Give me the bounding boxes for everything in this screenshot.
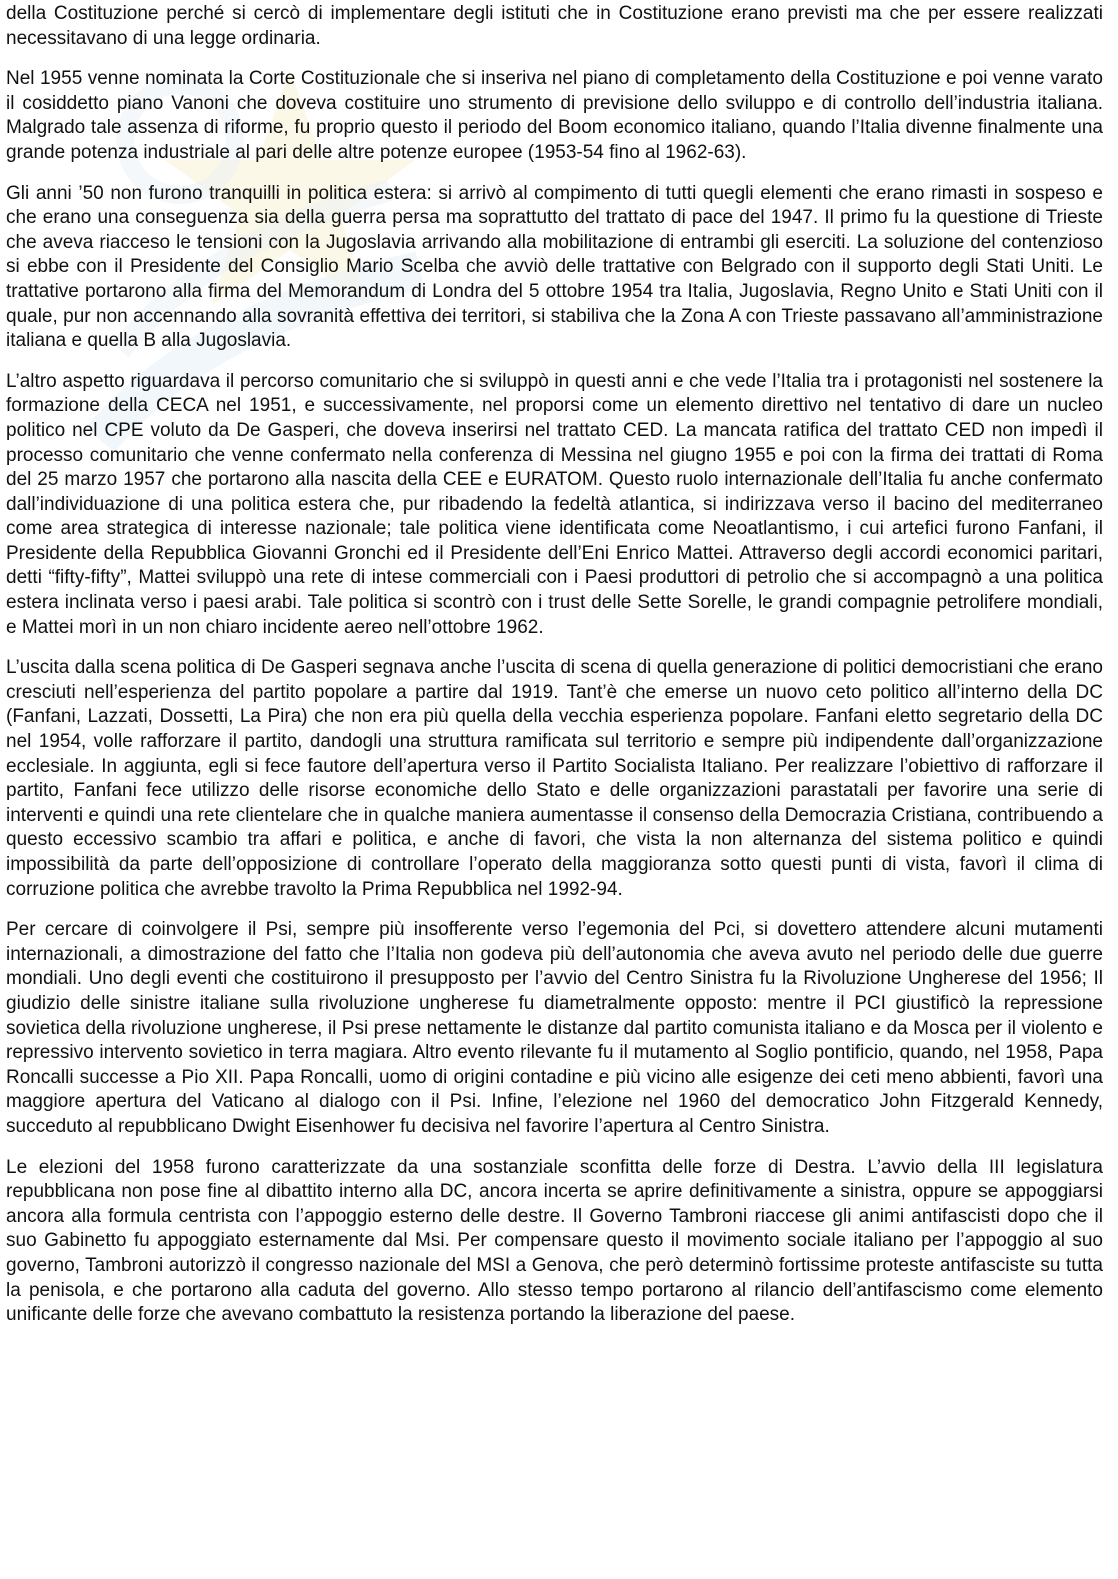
paragraph: Nel 1955 venne nominata la Corte Costituzionale che si inseriva nel piano di completamento della Costituzione e poi venne varato il cosiddetto piano Vanoni che doveva costituire uno strumento di previsione dello sviluppo e di controllo dell’industria italiana. Malgrado tale assenza di riforme, fu proprio questo il periodo del Boom economico italiano, quando l’Italia divenne finalmente una grande potenza industriale al pari delle altre potenze europee (1953-54 fino al 1962-63). [6, 68, 1103, 163]
paragraph: della Costituzione perché si cercò di implementare degli istituti che in Costituzione erano previsti ma che per essere realizzati necessitavano di una legge ordinaria. [6, 3, 1103, 49]
paragraph: Per cercare di coinvolgere il Psi, sempre più insofferente verso l’egemonia del Pci, si dovettero attendere alcuni mutamenti internazionali, a dimostrazione del fatto che l’Italia non godeva più dell’autonomia che aveva avuto nel periodo delle due guerre mondiali. Uno degli eventi che costituirono il presupposto per l’avvio del Centro Sinistra fu la Rivoluzione Ungherese del 1956; Il giudizio delle sinistre italiane sulla rivoluzione ungherese fu diametralmente opposto: mentre il PCI giustificò la repressione sovietica della rivoluzione ungherese, il Psi prese nettamente le distanze dal partito comunista italiano e da Mosca per il violento e repressivo intervento sovietico in terra magiara. Altro evento rilevante fu il mutamento al Soglio pontificio, quando, nel 1958, Papa Roncalli successe a Pio XII. Papa Roncalli, uomo di origini contadine e più vicino alle esigenze dei ceti meno abbienti, favorì una maggiore apertura del Vaticano al dialogo con il Psi. Infine, l’elezione nel 1960 del democratico John Fitzgerald Kennedy, succeduto al repubblicano Dwight Eisenhower fu decisiva nel favorire l’apertura al Centro Sinistra. [6, 919, 1103, 1137]
paragraph: L’uscita dalla scena politica di De Gasperi segnava anche l’uscita di scena di quella generazione di politici democristiani che erano cresciuti nell’esperienza del partito popolare a partire dal 1919. Tant’è che emerse un nuovo ceto politico all’interno della DC (Fanfani, Lazzati, Dossetti, La Pira) che non era più quella della vecchia esperienza popolare. Fanfani eletto segretario della DC nel 1954, volle rafforzare il partito, dandogli una struttura ramificata sul territorio e sempre più indipendente dall’organizzazione ecclesiale. In aggiunta, egli si fece fautore dell’apertura verso il Partito Socialista Italiano. Per realizzare l’obiettivo di rafforzare il partito, Fanfani fece utilizzo delle risorse economiche dello Stato e delle organizzazioni parastatali per favorire una serie di interventi e quindi una rete clientelare che in qualche maniera aumentasse il consenso della Democrazia Cristiana, contribuendo a questo eccessivo scambio tra affari e politica, e anche di favori, che vista la non alternanza del sistema politico e quindi impossibilità da parte dell’opposizione di controllare l’operato della maggioranza sotto questi punti di vista, favorì il clima di corruzione politica che avrebbe travolto la Prima Repubblica nel 1992-94. [6, 657, 1103, 900]
paragraph: Gli anni ’50 non furono tranquilli in politica estera: si arrivò al compimento di tutti quegli elementi che erano rimasti in sospeso e che erano una conseguenza sia della guerra persa ma soprattutto del trattato di pace del 1947. Il primo fu la questione di Trieste che aveva riacceso le tensioni con la Jugoslavia arrivando alla mobilitazione di entrambi gli eserciti. La soluzione del contenzioso si ebbe con il Presidente del Consiglio Mario Scelba che avviò delle trattative con Belgrado con il supporto degli Stati Uniti. Le trattative portarono alla firma del Memorandum di Londra del 5 ottobre 1954 tra Italia, Jugoslavia, Regno Unito e Stati Uniti con il quale, pur non accennando alla sovranità effettiva dei territori, si stabiliva che la Zona A con Trieste passavano all’amministrazione italiana e quella B alla Jugoslavia. [6, 182, 1103, 352]
paragraph: Le elezioni del 1958 furono caratterizzate da una sostanziale sconfitta delle forze di Destra. L’avvio della III legislatura repubblicana non pose fine al dibattito interno alla DC, ancora incerta se aprire definitivamente a sinistra, oppure se appoggiarsi ancora alla formula centrista con l’appoggio esterno delle destre. Il Governo Tambroni riaccese gli animi antifascisti dopo che il suo Gabinetto fu appoggiato esternamente dal Msi. Per compensare questo il movimento sociale italiano per l’appoggio al suo governo, Tambroni autorizzò il congresso nazionale del MSI a Genova, che però determinò fortissime proteste antifasciste su tutta la penisola, e che portarono alla caduta del governo. Allo stesso tempo portarono al rilancio dell’antifascismo come elemento unificante delle forze che avevano combattuto la resistenza portando la liberazione del paese. [6, 1156, 1103, 1326]
paragraph: L’altro aspetto riguardava il percorso comunitario che si sviluppò in questi anni e che vede l’Italia tra i protagonisti nel sostenere la formazione della CECA nel 1951, e successivamente, nel proporsi come un elemento direttivo nel tentativo di dare un nucleo politico nel CPE voluto da De Gasperi, che doveva inserirsi nel trattato CED. La mancata ratifica del trattato CED non impedì il processo comunitario che venne confermato nella conferenza di Messina nel giugno 1955 e poi con la firma dei trattati di Roma del 25 marzo 1957 che portarono alla nascita della CEE e EURATOM. Questo ruolo internazionale dell’Italia fu anche confermato dall’individuazione di una politica estera che, pur ribadendo la fedeltà atlantica, si indirizzava verso il bacino del mediterraneo come area strategica di interesse nazionale; tale politica viene identificata come Neoatlantismo, i cui artefici furono Fanfani, il Presidente della Repubblica Giovanni Gronchi ed il Presidente dell’Eni Enrico Mattei. Attraverso degli accordi economici paritari, detti “fifty-fifty”, Mattei sviluppò una rete di intese commerciali con i Paesi produttori di petrolio che si accompagnò a una politica estera inclinata verso i paesi arabi. Tale politica si scontrò con i trust delle Sette Sorelle, le grandi compagnie petrolifere mondiali, e Mattei morì in un non chiaro incidente aereo nell’ottobre 1962. [6, 370, 1103, 638]
document-body [6, 2, 1103, 1344]
